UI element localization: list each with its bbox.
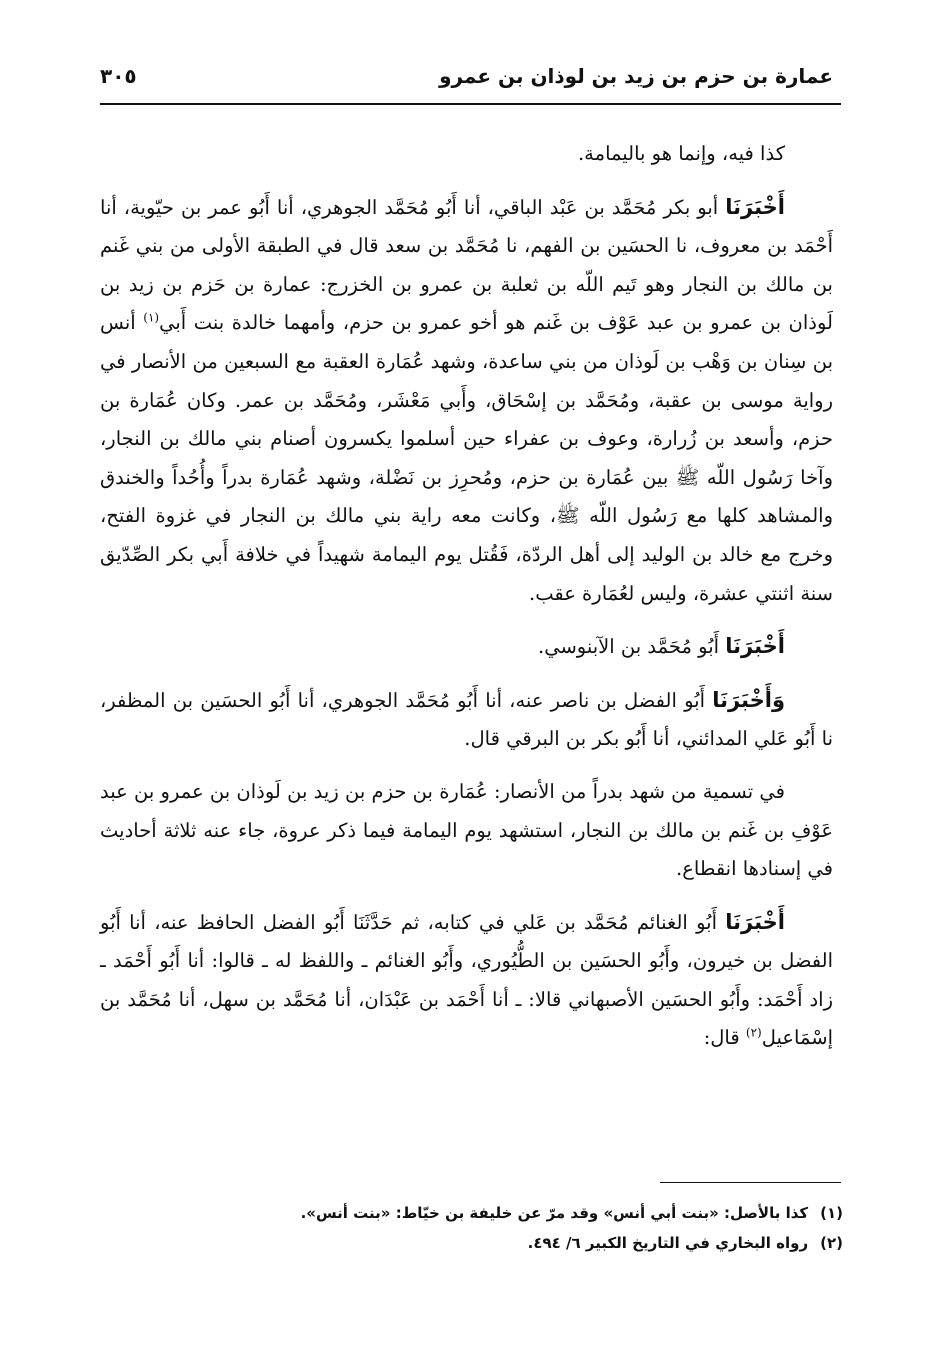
- footnote-rule: [660, 1182, 841, 1183]
- main-text: [100, 135, 833, 1072]
- paragraph-5: [100, 773, 833, 889]
- paragraph-3-text: أَبُو مُحَمَّد بن الآبنوسي.: [538, 635, 720, 659]
- paragraph-6-text: أَبُو الغنائم مُحَمَّد بن عَلي في كتابه، ثم حَدَّثَنَا أَبُو الفضل الحافظ عنه، أنا أَبُو الفضل بن خيرون، وأَبُو الحسَين بن الطُّيُوري، وأَبُو الغنائم ـ واللفظ له ـ قالوا: أنا أَبُو أَحْمَد ـ زاد أَحْمَد: وأَبُو الحسَين الأصبهاني قالا: ـ أنا أَحْمَد بن عَبْدَان، أنا مُحَمَّد بن سهل، أنا مُحَمَّد بن إسْمَاعيل: [100, 910, 833, 1050]
- paragraph-6: [100, 903, 833, 1058]
- footnote-2: [100, 1228, 843, 1258]
- paragraph-2-text: أبو بكر مُحَمَّد بن عَبْد الباقي، أنا أَبُو مُحَمَّد الجوهري، أنا أَبُو عمر بن حيّوية، أنا أَحْمَد بن معروف، نا الحسَين بن الفهم، نا مُحَمَّد بن سعد قال في الطبقة الأولى من بني غَنم بن مالك بن النجار وهو تَيم اللّه بن ثعلبة بن عمرو بن الخزرج: عمارة بن حَزم بن زيد بن لَوذان بن عمرو بن عبد عَوْف بن غَنم هو أخو عمرو بن حزم، وأمهما خالدة بنت أَبي: [100, 195, 833, 335]
- header-rule: [100, 103, 841, 105]
- keyword-akhbarana: أَخْبَرَنَا: [725, 634, 785, 659]
- paragraph-4: [100, 681, 833, 759]
- paragraph-4-text: أَبُو الفضل بن ناصر عنه، أنا أَبُو مُحَمَّد الجوهري، أنا أَبُو الحسَين بن المظفر، نا أَبُو عَلي المدائني، أنا أَبُو بكر بن البرقي قال.: [100, 688, 833, 751]
- paragraph-1: [100, 135, 833, 174]
- footnote-ref-1[interactable]: (١): [143, 310, 160, 325]
- page-number: ٣٠٥: [100, 64, 137, 88]
- paragraph-2: [100, 188, 833, 614]
- footnote-text: رواه البخاري في التاريخ الكبير ٦/ ٤٩٤.: [527, 1234, 809, 1252]
- footnote-ref-2[interactable]: (٢): [745, 1025, 762, 1040]
- paragraph-6-text-cont: قال:: [703, 1026, 740, 1050]
- footnote-text: كذا بالأصل: «بنت أبي أنس» وقد مرّ عن خليفة بن خيّاط: «بنت أنس».: [300, 1204, 809, 1222]
- paragraph-2-text-cont: أنس بن سِنان بن وَهْب بن لَوذان من بني ساعدة، وشهد عُمَارة العقبة مع السبعين من الأنصار في رواية موسى بن عقبة، ومُحَمَّد بن إسْحَاق، وأَبي مَعْشَر، ومُحَمَّد بن عمر. وكان عُمَارة بن حزم، وأسعد بن زُرارة، وعوف بن عفراء حين أسلموا يكسرون أصنام بني مالك بن النجار، وآخا رَسُول اللّه ﷺ بين عُمَارة بن حزم، ومُحرِز بن نَضْلة، وشهد عُمَارة بدراً وأُحُداً والخندق والمشاهد كلها مع رَسُول اللّه ﷺ، وكانت معه راية بني مالك بن النجار في غزوة الفتح، وخرج مع خالد بن الوليد إلى أهل الردّة، فَقُتل يوم اليمامة شهيداً في خلافة أَبي بكر الصِّدّيق سنة اثنتي عشرة، وليس لعُمَارة عقب.: [100, 311, 833, 605]
- paragraph-1-text: كذا فيه، وإنما هو باليمامة.: [577, 142, 785, 165]
- keyword-wa-akhbarana: وَأَخْبَرَنَا: [712, 687, 785, 712]
- footnote-1: [100, 1198, 843, 1228]
- footnotes: [100, 1198, 843, 1258]
- page-header: [100, 56, 833, 100]
- paragraph-5-text: في تسمية من شهد بدراً من الأنصار: عُمَارة بن حزم بن زيد بن لَوذان بن عمرو بن عبد عَوْفِ بن غَنم بن مالك بن النجار، استشهد يوم اليمامة فيما ذكر عروة، جاء عنه ثلاثة أحاديث في إسنادها انقطاع.: [100, 779, 833, 881]
- footnote-number: (٢): [820, 1234, 843, 1252]
- keyword-akhbarana: أَخْبَرَنَا: [725, 909, 786, 934]
- paragraph-3: [100, 627, 833, 667]
- running-title: عمارة بن حزم بن زيد بن لوذان بن عمرو: [439, 64, 833, 88]
- footnote-number: (١): [820, 1204, 843, 1222]
- keyword-akhbarana: أَخْبَرَنَا: [725, 194, 785, 219]
